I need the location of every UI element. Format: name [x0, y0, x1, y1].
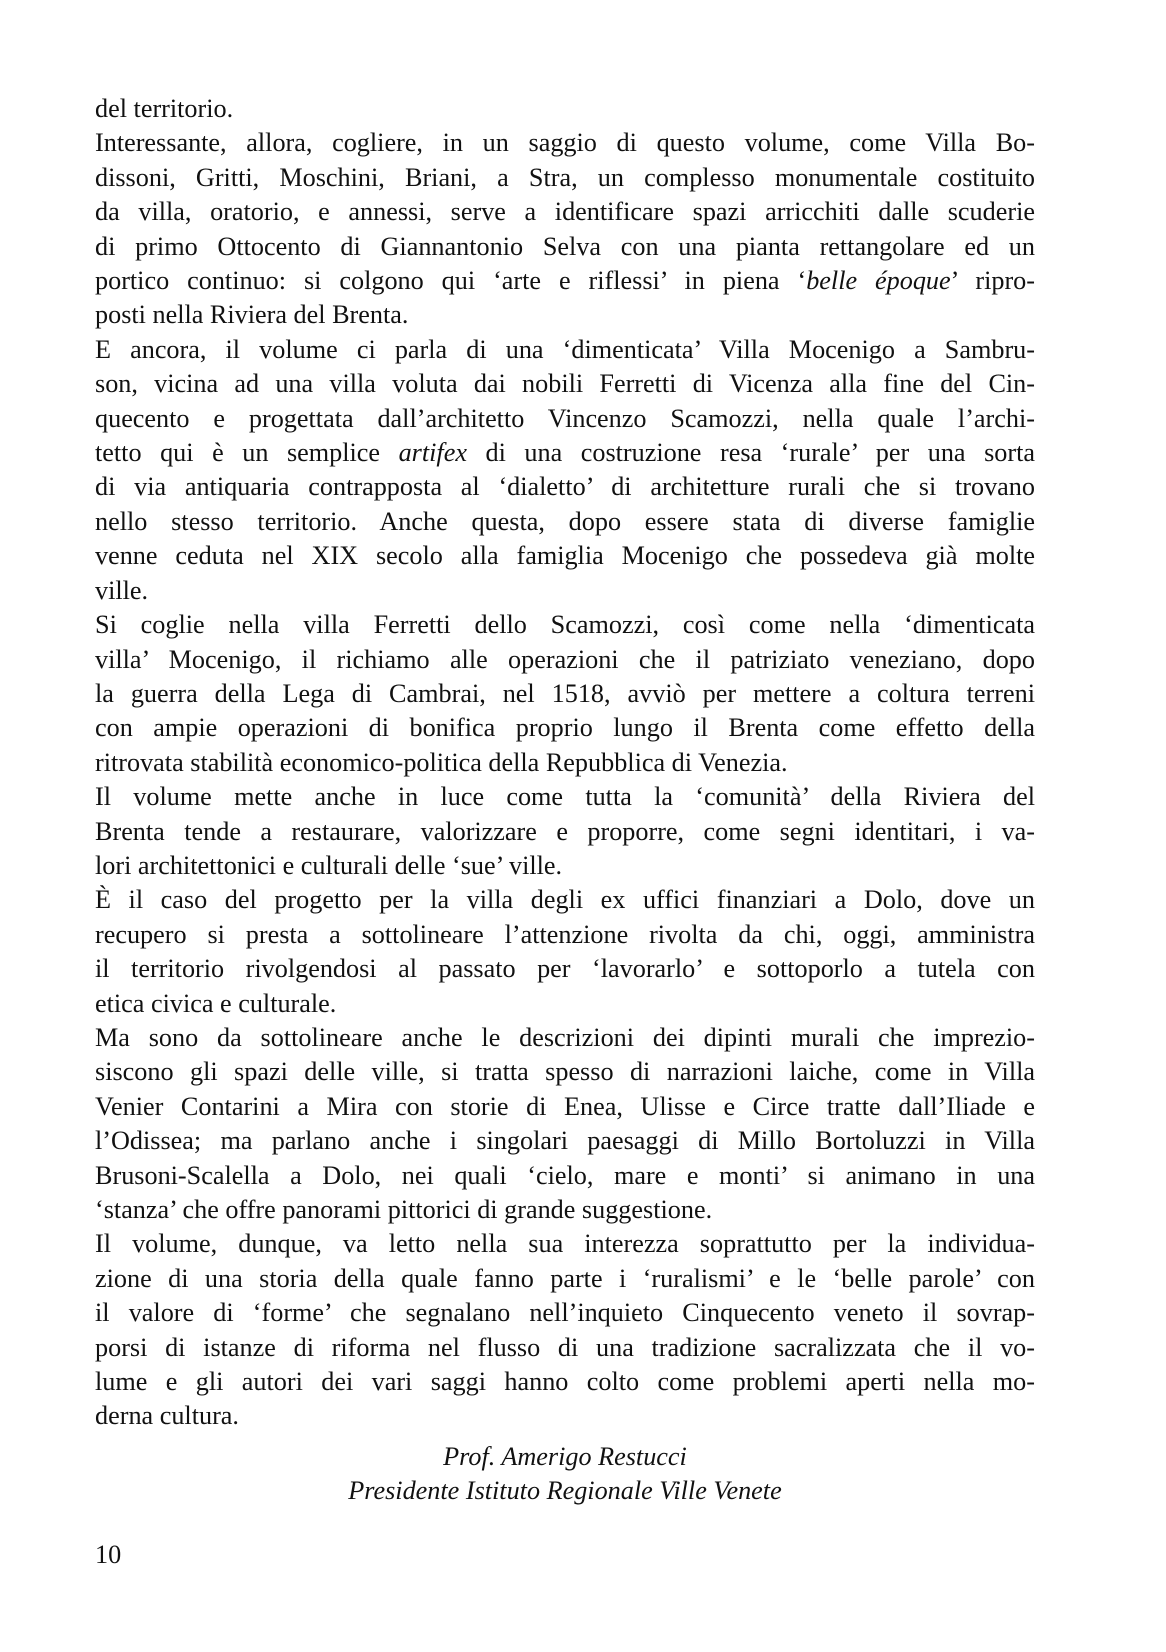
text-line: il territorio rivolgendosi al passato per ‘lavorarlo’ e sottoporlo a tutela con	[95, 954, 1035, 984]
text-segment: di una costruzione resa ‘rurale’ per una sorta	[466, 438, 1035, 468]
paragraph-4	[95, 608, 1035, 780]
text-line: porsi di istanze di riforma nel flusso di una tradizione sacralizzata che il vo-	[95, 1332, 1035, 1362]
text-line: zione di una storia della quale fanno parte i ‘ruralismi’ e le ‘belle parole’ con	[95, 1263, 1035, 1293]
text-line: di via antiquaria contrapposta al ‘dialetto’ di architetture rurali che si trovano	[95, 472, 1035, 502]
text-line: posti nella Riviera del Brenta.	[95, 300, 409, 330]
text-line: con ampie operazioni di bonifica proprio lungo il Brenta come effetto della	[95, 713, 1035, 743]
text-line: Interessante, allora, cogliere, in un saggio di questo volume, come Villa Bo-	[95, 128, 1035, 158]
text-line: villa’ Mocenigo, il richiamo alle operazioni che il patriziato veneziano, dopo	[95, 644, 1035, 674]
text-line: ‘stanza’ che offre panorami pittorici di grande suggestione.	[95, 1195, 713, 1224]
text-line: Ma sono da sottolineare anche le descrizioni dei dipinti murali che imprezio-	[95, 1022, 1035, 1052]
text-line: Brusoni-Scalella a Dolo, nei quali ‘cielo, mare e monti’ si animano in una	[95, 1160, 1035, 1190]
text-line: il valore di ‘forme’ che segnalano nell’inquieto Cinquecento veneto il sovrap-	[95, 1298, 1035, 1328]
text-segment: portico continuo: si colgono qui ‘arte e riflessi’ in piena ‘	[95, 266, 807, 296]
text-line: venne ceduta nel XIX secolo alla famiglia Mocenigo che possedeva già molte	[95, 541, 1035, 571]
body-text	[95, 92, 1035, 1434]
text-line: recupero si presta a sottolineare l’attenzione rivolta da chi, oggi, amministra	[95, 919, 1035, 949]
text-line: Il volume, dunque, va letto nella sua interezza soprattutto per la individua-	[95, 1229, 1035, 1259]
author-role: Presidente Istituto Regionale Ville Venete	[348, 1476, 782, 1505]
text-line: ville.	[95, 575, 149, 605]
text-line: siscono gli spazi delle ville, si tratta spesso di narrazioni laiche, come in Villa	[95, 1057, 1035, 1087]
text-line: dissoni, Gritti, Moschini, Briani, a Stra, un complesso monumentale costituito	[95, 162, 1035, 192]
italic-phrase: belle époque	[806, 266, 951, 296]
italic-phrase: artifex	[398, 438, 467, 468]
text-line: di primo Ottocento di Giannantonio Selva con una pianta rettangolare ed un	[95, 231, 1035, 261]
text-line: Si coglie nella villa Ferretti dello Scamozzi, così come nella ‘dimenticata	[95, 610, 1035, 640]
author-name: Prof. Amerigo Restucci	[443, 1442, 687, 1471]
text-line: lori architettonici e culturali delle ‘sue’ ville.	[95, 850, 563, 880]
text-line	[95, 264, 1035, 298]
page-number: 10	[95, 1540, 122, 1569]
text-line: nello stesso territorio. Anche questa, dopo essere stata di diverse famiglie	[95, 506, 1035, 536]
text-line: Il volume mette anche in luce come tutta la ‘comunità’ della Riviera del	[95, 782, 1035, 812]
paragraph-3	[95, 333, 1035, 608]
text-segment: ’ ripro-	[950, 266, 1035, 296]
text-line: ritrovata stabilità economico-politica della Repubblica di Venezia.	[95, 747, 788, 777]
paragraph-5	[95, 780, 1035, 883]
paragraph-1	[95, 92, 1035, 126]
text-line: Venier Contarini a Mira con storie di Enea, Ulisse e Circe tratte dall’Iliade e	[95, 1091, 1035, 1121]
text-line: del territorio.	[95, 94, 234, 123]
text-line: la guerra della Lega di Cambrai, nel 1518, avviò per mettere a coltura terreni	[95, 678, 1035, 708]
text-line: È il caso del progetto per la villa degli ex uffici finanziari a Dolo, dove un	[95, 885, 1035, 915]
text-line: lume e gli autori dei vari saggi hanno colto come problemi aperti nella mo-	[95, 1367, 1035, 1397]
text-line: Brenta tende a restaurare, valorizzare e proporre, come segni identitari, i va-	[95, 816, 1035, 846]
paragraph-8	[95, 1227, 1035, 1433]
text-line: derna cultura.	[95, 1401, 239, 1431]
text-segment: tetto qui è un semplice	[95, 438, 399, 468]
text-line: l’Odissea; ma parlano anche i singolari paesaggi di Millo Bortoluzzi in Villa	[95, 1126, 1035, 1156]
text-line	[95, 436, 1035, 470]
text-line: son, vicina ad una villa voluta dai nobili Ferretti di Vicenza alla fine del Cin-	[95, 369, 1035, 399]
signature-block	[95, 1440, 1035, 1508]
text-line: etica civica e culturale.	[95, 988, 337, 1018]
text-line: E ancora, il volume ci parla di una ‘dimenticata’ Villa Mocenigo a Sambru-	[95, 334, 1035, 364]
text-line: da villa, oratorio, e annessi, serve a identificare spazi arricchiti dalle scuderie	[95, 197, 1035, 227]
text-line: quecento e progettata dall’architetto Vincenzo Scamozzi, nella quale l’archi-	[95, 403, 1035, 433]
paragraph-7	[95, 1021, 1035, 1227]
paragraph-6	[95, 883, 1035, 1021]
paragraph-2	[95, 126, 1035, 332]
